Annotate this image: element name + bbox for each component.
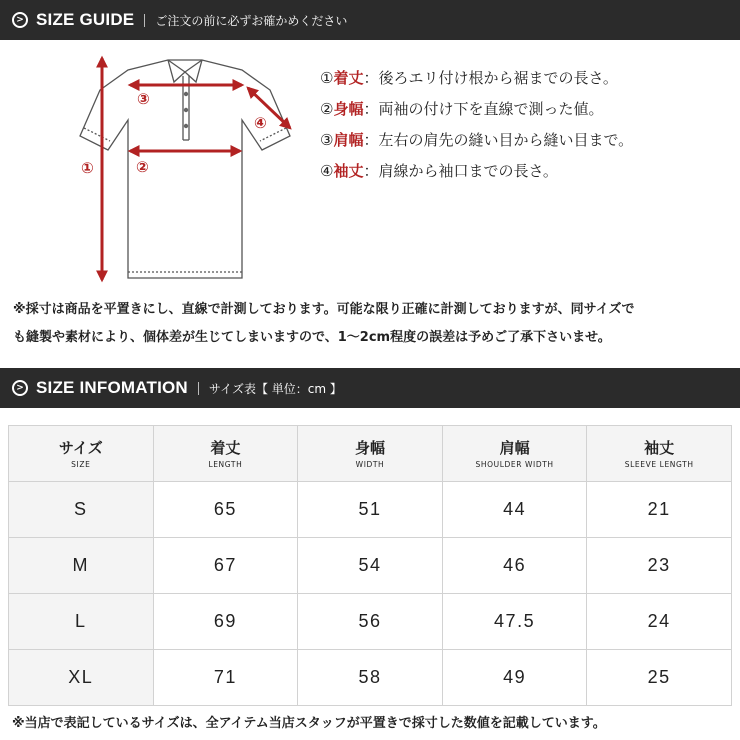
size-guide-header (0, 0, 740, 40)
definition-shoulder (320, 124, 730, 155)
definition-text: ：左右の肩先の縫い目から縫い目まで。 (363, 131, 634, 149)
polo-shirt-diagram (70, 48, 306, 288)
divider (144, 14, 145, 27)
marker-3: ③ (137, 90, 150, 108)
chevron-right-circle-icon: > (12, 380, 28, 396)
size-info-title: SIZE INFOMATION (36, 378, 188, 397)
definition-sleeve (320, 155, 730, 186)
definition-number: ④ (320, 161, 334, 180)
definition-term: 身幅 (333, 100, 364, 118)
width-cell: 56 (298, 594, 443, 650)
size-cell: L (9, 594, 154, 650)
marker-1: ① (81, 159, 94, 177)
length-cell: 69 (153, 594, 298, 650)
definition-number: ② (320, 99, 334, 118)
table-header-row (9, 426, 732, 482)
header-length: 着丈 LENGTH (153, 426, 298, 482)
table-row (9, 650, 732, 706)
size-cell: S (9, 482, 154, 538)
definition-length (320, 62, 730, 93)
width-cell: 54 (298, 538, 443, 594)
marker-2: ② (136, 158, 149, 176)
definition-width (320, 93, 730, 124)
size-info-subtitle: サイズ表【 単位：cm 】 (208, 381, 342, 396)
divider (198, 382, 199, 395)
definition-text: ：両袖の付け下を直線で測った値。 (363, 100, 604, 118)
table-row (9, 482, 732, 538)
sleeve-cell: 21 (587, 482, 732, 538)
measurement-definitions (320, 62, 730, 186)
size-info-header (0, 368, 740, 408)
marker-4: ④ (254, 114, 267, 132)
width-cell: 51 (298, 482, 443, 538)
sleeve-cell: 25 (587, 650, 732, 706)
measurement-note (13, 296, 733, 352)
shoulder-cell: 49 (442, 650, 587, 706)
header-size: サイズ SIZE (9, 426, 154, 482)
header-sleeve-length: 袖丈 SLEEVE LENGTH (587, 426, 732, 482)
definition-text: ：肩線から袖口までの長さ。 (363, 162, 558, 180)
definition-number: ① (320, 68, 334, 87)
measurement-note-line-1: ※採寸は商品を平置きにし、直線で計測しております。可能な限り正確に計測しておりますが、同サイズで (13, 302, 635, 317)
length-cell: 67 (153, 538, 298, 594)
sleeve-cell: 23 (587, 538, 732, 594)
definition-number: ③ (320, 130, 334, 149)
size-table (8, 425, 732, 706)
shoulder-cell: 47.5 (442, 594, 587, 650)
width-cell: 58 (298, 650, 443, 706)
header-width: 身幅 WIDTH (298, 426, 443, 482)
table-row (9, 538, 732, 594)
definition-term: 袖丈 (333, 162, 364, 180)
length-cell: 65 (153, 482, 298, 538)
definition-term: 肩幅 (333, 131, 364, 149)
size-cell: M (9, 538, 154, 594)
length-cell: 71 (153, 650, 298, 706)
sleeve-cell: 24 (587, 594, 732, 650)
staff-measurement-note: ※当店で表記しているサイズは、全アイテム当店スタッフが平置きで採寸した数値を記載しています。 (12, 716, 606, 731)
measurement-note-line-2: も縫製や素材により、個体差が生じてしまいますので、1〜2cm程度の誤差は予めご了承下さいませ。 (13, 330, 611, 345)
shoulder-cell: 44 (442, 482, 587, 538)
table-row (9, 594, 732, 650)
definition-term: 着丈 (333, 69, 364, 87)
header-shoulder-width: 肩幅 SHOULDER WIDTH (442, 426, 587, 482)
shoulder-cell: 46 (442, 538, 587, 594)
size-guide-subtitle: ご注文の前に必ずお確かめください (155, 13, 348, 28)
size-cell: XL (9, 650, 154, 706)
definition-text: ：後ろエリ付け根から裾までの長さ。 (363, 69, 618, 87)
chevron-right-circle-icon: > (12, 12, 28, 28)
size-guide-title: SIZE GUIDE (36, 10, 135, 29)
